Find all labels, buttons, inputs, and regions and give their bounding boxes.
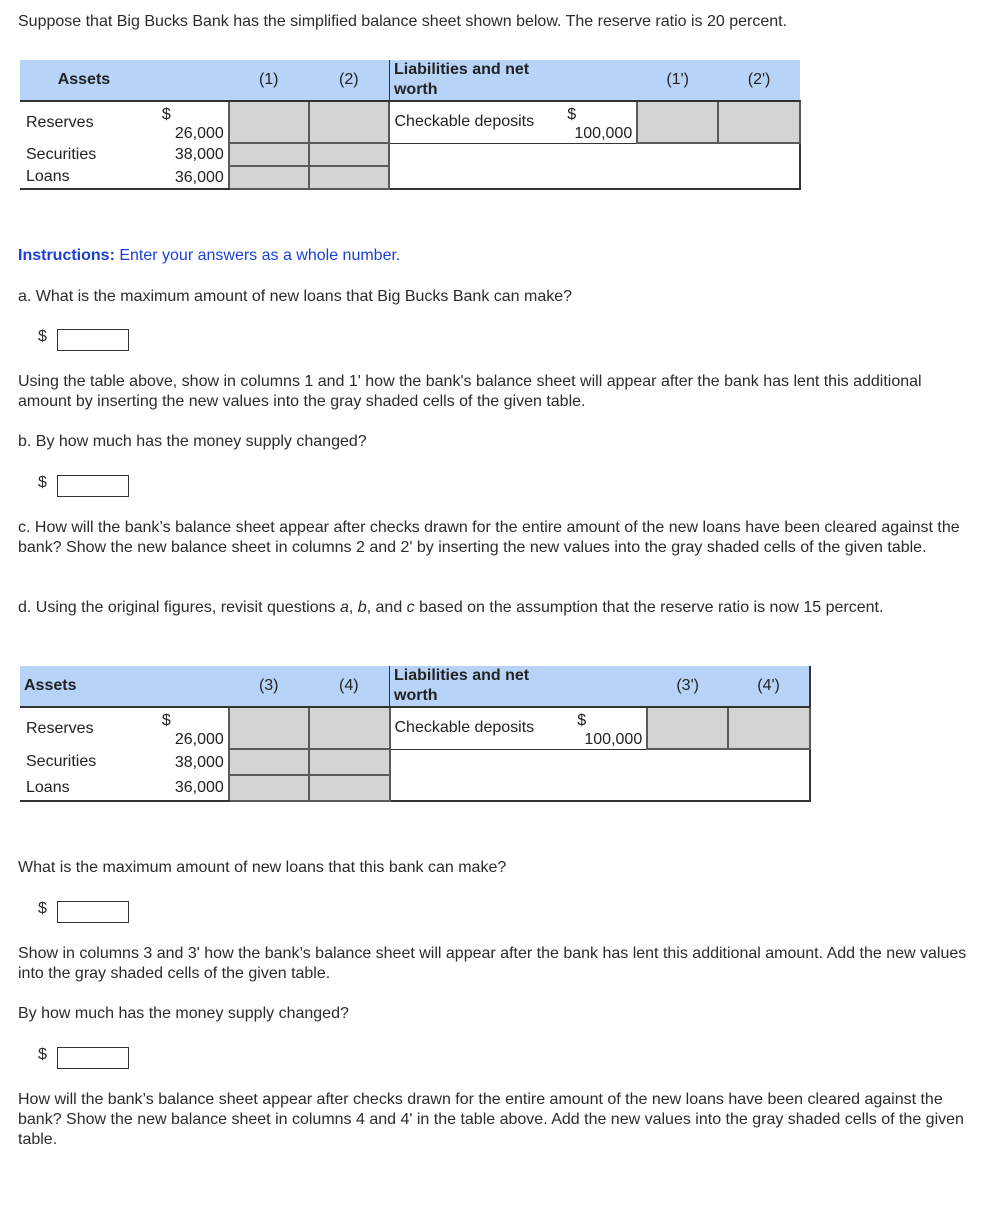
assets-header: Assets bbox=[20, 60, 148, 101]
reserves-col-4-cell[interactable] bbox=[309, 707, 390, 749]
reserves-col-2-cell[interactable] bbox=[309, 101, 390, 143]
reserves-col-1-input[interactable] bbox=[230, 113, 308, 129]
column-header-4-prime: (4') bbox=[728, 666, 810, 707]
currency-symbol: $ bbox=[38, 1046, 47, 1063]
row-label-reserves: Reserves bbox=[26, 113, 94, 131]
securities-col-1-input[interactable] bbox=[230, 146, 308, 162]
currency-symbol: $ bbox=[38, 474, 47, 491]
instruction-f: Show in columns 3 and 3' how the bank’s balance sheet will appear after the bank has lent this additional amount. Add the new values into the gray shaded cells of the given table. bbox=[18, 945, 967, 982]
column-header-1-prime: (1') bbox=[637, 60, 718, 101]
liab-label-checkable-deposits: Checkable deposits bbox=[390, 707, 568, 749]
deposits-amount: 100,000 bbox=[574, 124, 633, 142]
question-d-prefix: d. Using the original figures, revisit questions bbox=[18, 599, 340, 616]
column-header-3-prime: (3') bbox=[647, 666, 728, 707]
securities-col-4-input[interactable] bbox=[310, 753, 389, 769]
reserves-col-1-cell[interactable] bbox=[229, 101, 309, 143]
balance-sheet-table-2 bbox=[20, 666, 811, 802]
liab-label-checkable-deposits: Checkable deposits bbox=[389, 101, 557, 143]
securities-amount: 38,000 bbox=[148, 749, 229, 775]
currency-symbol: $ bbox=[161, 712, 171, 729]
securities-col-4-cell[interactable] bbox=[309, 749, 390, 775]
reserves-amount: 26,000 bbox=[174, 731, 224, 748]
question-e: What is the maximum amount of new loans that this bank can make? bbox=[18, 859, 507, 876]
currency-symbol: $ bbox=[161, 106, 171, 123]
deposits-col-2-prime-input[interactable] bbox=[719, 113, 799, 129]
answer-a-input[interactable] bbox=[57, 329, 129, 351]
reserves-value bbox=[148, 101, 229, 143]
row-label-loans: Loans bbox=[20, 775, 148, 801]
deposits-col-1-prime-input[interactable] bbox=[638, 113, 717, 129]
column-header-4: (4) bbox=[309, 666, 390, 707]
deposits-col-1-prime-cell[interactable] bbox=[637, 101, 718, 143]
liabilities-header: Liabilities and net worth bbox=[389, 60, 557, 101]
instructions-text: Enter your answers as a whole number. bbox=[114, 247, 401, 264]
currency-symbol: $ bbox=[38, 328, 47, 345]
reserves-col-3-input[interactable] bbox=[230, 719, 308, 735]
question-d-sep: , and bbox=[366, 599, 407, 616]
currency-symbol: $ bbox=[38, 900, 47, 917]
deposits-col-4-prime-cell[interactable] bbox=[728, 707, 810, 749]
reserves-col-3-cell[interactable] bbox=[229, 707, 309, 749]
deposits-col-2-prime-cell[interactable] bbox=[718, 101, 800, 143]
question-g: By how much has the money supply changed? bbox=[18, 1005, 349, 1022]
securities-col-1-cell[interactable] bbox=[229, 143, 309, 166]
loans-col-4-input[interactable] bbox=[310, 779, 389, 795]
question-c: c. How will the bank’s balance sheet appear after checks drawn for the entire amount of the new loans have been cleared against the bank? Show the new balance sheet in columns 2 and 2' by inserting the new values into the gray shaded cells of the given table. bbox=[18, 519, 960, 556]
balance-sheet-table-1 bbox=[20, 60, 801, 190]
column-header-3: (3) bbox=[229, 666, 309, 707]
column-header-1: (1) bbox=[229, 60, 309, 101]
question-b: b. By how much has the money supply changed? bbox=[18, 433, 367, 450]
deposits-value bbox=[567, 707, 647, 749]
question-d-ref-a: a bbox=[339, 599, 349, 616]
loans-col-4-cell[interactable] bbox=[309, 775, 390, 801]
instruction-h: How will the bank’s balance sheet appear after checks drawn for the entire amount of the new loans have been cleared against the bank? Show the new balance sheet in columns 4 and 4' in the table above. Add the new values into the gray shaded cells of the given table. bbox=[18, 1091, 964, 1148]
assets-header: Assets bbox=[20, 666, 148, 707]
securities-col-3-cell[interactable] bbox=[229, 749, 309, 775]
deposits-value bbox=[557, 101, 637, 143]
loans-col-1-cell[interactable] bbox=[229, 166, 309, 189]
securities-col-2-cell[interactable] bbox=[309, 143, 390, 166]
question-d-sep: , bbox=[348, 599, 358, 616]
currency-symbol: $ bbox=[567, 105, 577, 123]
row-label-reserves: Reserves bbox=[26, 719, 94, 737]
securities-amount: 38,000 bbox=[148, 143, 229, 166]
loans-col-1-input[interactable] bbox=[230, 169, 308, 185]
securities-col-3-input[interactable] bbox=[230, 753, 308, 769]
deposits-col-3-prime-input[interactable] bbox=[648, 719, 727, 735]
deposits-amount: 100,000 bbox=[584, 730, 643, 748]
reserves-value bbox=[148, 707, 229, 749]
liabilities-header: Liabilities and net worth bbox=[390, 666, 568, 707]
answer-e-input[interactable] bbox=[57, 901, 129, 923]
question-d bbox=[18, 598, 978, 618]
loans-col-3-input[interactable] bbox=[230, 779, 308, 795]
deposits-col-4-prime-input[interactable] bbox=[729, 719, 809, 735]
row-label-securities: Securities bbox=[26, 145, 97, 163]
currency-symbol: $ bbox=[577, 711, 587, 729]
reserves-col-2-input[interactable] bbox=[310, 113, 389, 129]
reserves-amount: 26,000 bbox=[174, 125, 224, 142]
column-header-2: (2) bbox=[309, 60, 390, 101]
instructions-label: Instructions: bbox=[18, 247, 115, 264]
answer-b-input[interactable] bbox=[57, 475, 129, 497]
question-a: a. What is the maximum amount of new loans that Big Bucks Bank can make? bbox=[18, 288, 573, 305]
row-label-securities: Securities bbox=[26, 753, 97, 770]
loans-amount: 36,000 bbox=[148, 166, 229, 189]
deposits-col-3-prime-cell[interactable] bbox=[647, 707, 728, 749]
instructions bbox=[18, 246, 400, 266]
securities-col-2-input[interactable] bbox=[310, 146, 389, 162]
question-d-ref-c: c bbox=[406, 599, 415, 616]
question-d-ref-b: b bbox=[357, 599, 367, 616]
loans-amount: 36,000 bbox=[148, 775, 229, 801]
intro-text: Suppose that Big Bucks Bank has the simplified balance sheet shown below. The reserve ratio is 20 percent. bbox=[18, 13, 788, 30]
loans-col-2-input[interactable] bbox=[310, 169, 389, 185]
answer-g-input[interactable] bbox=[57, 1047, 129, 1069]
question-d-suffix: based on the assumption that the reserve ratio is now 15 percent. bbox=[414, 599, 884, 616]
loans-col-3-cell[interactable] bbox=[229, 775, 309, 801]
reserves-col-4-input[interactable] bbox=[310, 719, 389, 735]
row-label-loans: Loans bbox=[20, 166, 148, 189]
column-header-2-prime: (2') bbox=[718, 60, 800, 101]
loans-col-2-cell[interactable] bbox=[309, 166, 390, 189]
instruction-a2: Using the table above, show in columns 1 and 1' how the bank's balance sheet will appear after the bank has lent this additional amount by inserting the new values into the gray shaded cells of the given table. bbox=[18, 373, 922, 410]
